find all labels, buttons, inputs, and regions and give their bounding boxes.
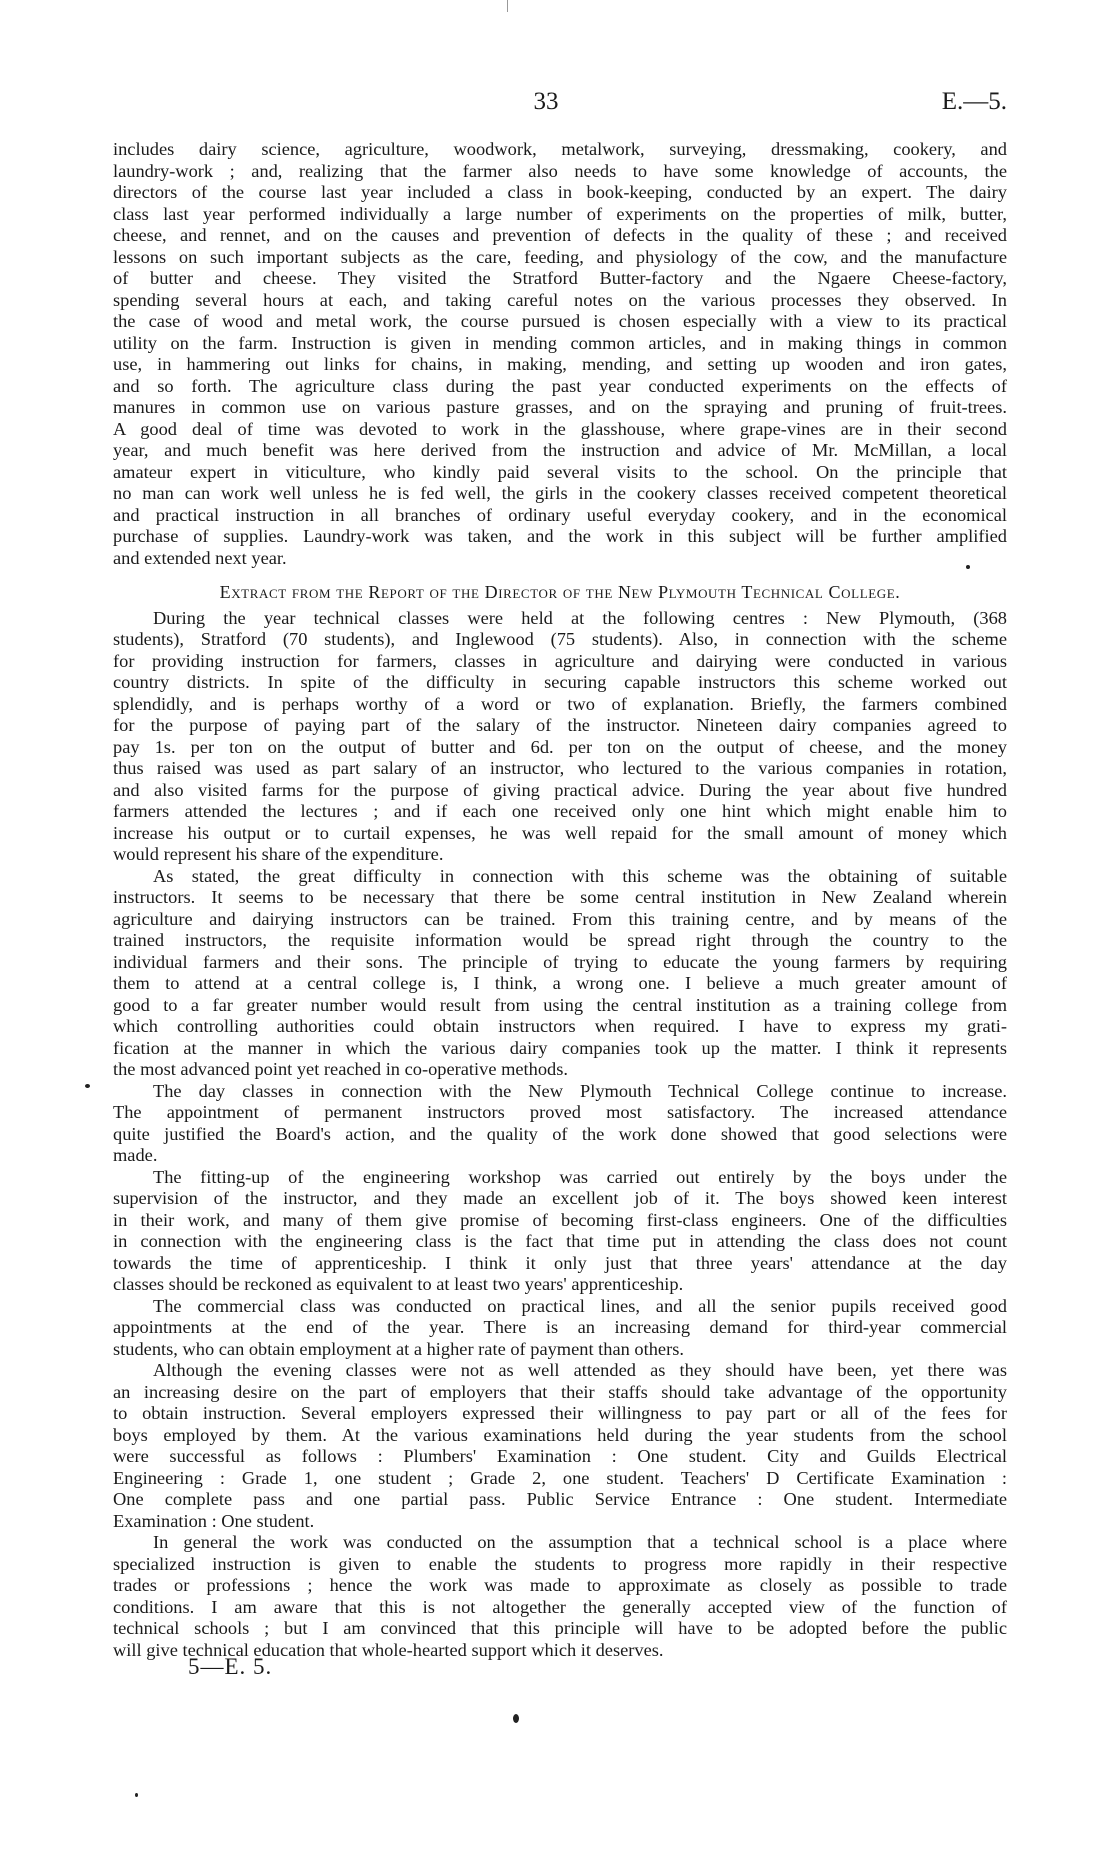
text-line: supervision of the instructor, and they made an excellent job of it. The boys showed keen interest: [113, 1188, 1007, 1208]
text-line: instructors. It seems to be necessary that there be some central institution in New Zealand wherein: [113, 887, 1007, 907]
text-line: agriculture and dairying instructors can be trained. From this training centre, and by means of the: [113, 908, 1007, 929]
text-line: were successful as follows : Plumbers' Examination : One student. City and Guilds Electrical: [113, 1446, 1007, 1466]
paragraph: [113, 608, 1007, 866]
text-line: towards the time of apprenticeship. I think it only just that three years' attendance at the day: [113, 1252, 1007, 1273]
text-line: pay 1s. per ton on the output of butter and 6d. per ton on the output of cheese, and the money: [113, 736, 1007, 757]
document-reference: E.—5.: [941, 88, 1007, 115]
text-line: and practical instruction in all branches of ordinary useful everyday cookery, and in the economical: [113, 504, 1007, 525]
text-line: laundry-work ; and, realizing that the farmer also needs to have some knowledge of accounts, the: [113, 160, 1007, 181]
text-line: includes dairy science, agriculture, woodwork, metalwork, surveying, dressmaking, cookery, and: [113, 139, 1007, 159]
text-line: individual farmers and their sons. The principle of trying to educate the young farmers by requiring: [113, 951, 1007, 972]
text-line: cheese, and rennet, and on the causes and prevention of defects in the quality of these ; and received: [113, 225, 1007, 245]
text-line: trained instructors, the requisite information would be spread right through the country to the: [113, 930, 1007, 950]
page-number: 33: [533, 88, 559, 115]
text-line: no man can work well unless he is fed well, the girls in the cookery classes received competent theoretical: [113, 483, 1007, 503]
section-heading: Extract from the Report of the Director of the New Plymouth Technical College.: [219, 582, 901, 602]
paragraph: [113, 1360, 1007, 1532]
text-line: thus raised was used as part salary of an instructor, who lectured to the various companies in rotation,: [113, 758, 1007, 778]
text-line: and extended next year.: [113, 547, 287, 568]
scan-mark: [507, 0, 508, 12]
text-line: specialized instruction is given to enable the students to progress more rapidly in their respective: [113, 1553, 1007, 1574]
text-line: trades or professions ; hence the work was made to approximate as closely as possible to trade: [113, 1575, 1007, 1595]
text-line: Engineering : Grade 1, one student ; Grade 2, one student. Teachers' D Certificate Examination :: [113, 1467, 1007, 1488]
text-line: will give technical education that whole-hearted support which it deserves.: [113, 1639, 664, 1660]
text-line: fication at the manner in which the various dairy companies took up the matter. I think it represents: [113, 1037, 1007, 1058]
text-line: The appointment of permanent instructors proved most satisfactory. The increased attendance: [113, 1102, 1007, 1122]
ink-speck: [135, 1793, 138, 1797]
text-line: appointments at the end of the year. There is an increasing demand for third-year commercial: [113, 1317, 1007, 1337]
text-line: Although the evening classes were not as well attended as they should have been, yet there was: [153, 1360, 1007, 1380]
text-line: for the purpose of paying part of the salary of the instructor. Nineteen dairy companies agreed to: [113, 715, 1007, 735]
text-line: students), Stratford (70 students), and Inglewood (75 students). Also, in connection with the scheme: [113, 629, 1007, 649]
text-line: conditions. I am aware that this is not altogether the generally accepted view of the function of: [113, 1596, 1007, 1617]
paragraph: [113, 1081, 1007, 1167]
text-line: made.: [113, 1145, 158, 1165]
text-line: them to attend at a central college is, I think, a wrong one. I believe a much greater amount of: [113, 973, 1007, 993]
text-line: quite justified the Board's action, and the quality of the work done showed that good selections were: [113, 1123, 1007, 1144]
signature-reference: 5—E. 5.: [188, 1654, 273, 1679]
text-line: use, in hammering out links for chains, in making, mending, and setting up wooden and iron gates,: [113, 354, 1007, 374]
text-line: purchase of supplies. Laundry-work was taken, and the work in this subject will be further amplified: [113, 526, 1007, 546]
text-line: year, and much benefit was here derived from the instruction and advice of Mr. McMillan, a local: [113, 440, 1007, 460]
text-line: an increasing desire on the part of employers that their staffs should take advantage of the opportunity: [113, 1381, 1007, 1402]
text-line: of butter and cheese. They visited the Stratford Butter-factory and the Ngaere Cheese-factory,: [113, 268, 1007, 288]
text-line: good to a far greater number would result from using the central institution as a training college from: [113, 994, 1007, 1015]
text-line: students, who can obtain employment at a higher rate of payment than others.: [113, 1338, 684, 1359]
text-line: classes should be reckoned as equivalent to at least two years' apprenticeship.: [113, 1274, 684, 1294]
ink-speck: [513, 1714, 519, 1723]
text-line: spending several hours at each, and taking careful notes on the various processes they observed. In: [113, 289, 1007, 310]
text-line: and so forth. The agriculture class during the past year conducted experiments on the effects of: [113, 375, 1007, 396]
text-line: in connection with the engineering class is the fact that time put in attending the class does not count: [113, 1231, 1007, 1251]
text-line: splendidly, and is perhaps worthy of a word or two of explanation. Briefly, the farmers combined: [113, 693, 1007, 714]
text-line: the most advanced point yet reached in co-operative methods.: [113, 1059, 569, 1079]
paragraph: [113, 866, 1007, 1081]
text-line: farmers attended the lectures ; and if each one received only one hint which might enable him to: [113, 801, 1007, 821]
text-line: and also visited farms for the purpose of giving practical advice. During the year about five hundred: [113, 779, 1007, 800]
text-line: amateur expert in viticulture, who kindly paid several visits to the school. On the principle that: [113, 461, 1007, 482]
text-line: The day classes in connection with the New Plymouth Technical College continue to increase.: [153, 1080, 1007, 1101]
text-line: lessons on such important subjects as the care, feeding, and physiology of the cow, and the manufacture: [113, 246, 1007, 267]
text-line: One complete pass and one partial pass. Public Service Entrance : One student. Intermediate: [113, 1489, 1007, 1509]
text-line: utility on the farm. Instruction is given in mending common articles, and in making things in common: [113, 332, 1007, 353]
paragraph: [113, 1532, 1007, 1661]
text-line: The commercial class was conducted on practical lines, and all the senior pupils received good: [153, 1295, 1007, 1316]
text-line: would represent his share of the expenditure.: [113, 844, 444, 864]
text-line: During the year technical classes were held at the following centres : New Plymouth, (368: [153, 607, 1007, 628]
text-line: The fitting-up of the engineering workshop was carried out entirely by the boys under the: [153, 1166, 1007, 1187]
text-line: to obtain instruction. Several employers expressed their willingness to pay part or all of the fees for: [113, 1403, 1007, 1423]
text-line: country districts. In spite of the difficulty in securing capable instructors this scheme worked out: [113, 672, 1007, 692]
text-line: increase his output or to curtail expenses, he was well repaid for the small amount of money which: [113, 822, 1007, 843]
text-line: the case of wood and metal work, the course pursued is chosen especially with a view to its practical: [113, 311, 1007, 331]
text-line: A good deal of time was devoted to work in the glasshouse, where grape-vines are in their second: [113, 418, 1007, 439]
text-line: In general the work was conducted on the assumption that a technical school is a place where: [153, 1532, 1007, 1552]
text-line: boys employed by them. At the various examinations held during the year students from the school: [113, 1424, 1007, 1445]
text-line: technical schools ; but I am convinced that this principle will have to be adopted before the public: [113, 1618, 1007, 1638]
text-line: directors of the course last year included a class in book-keeping, conducted by an expert. The dairy: [113, 182, 1007, 202]
ink-speck: [966, 565, 970, 569]
text-line: which controlling authorities could obtain instructors when required. I have to express my grati-: [113, 1016, 1007, 1036]
text-line: in their work, and many of them give promise of becoming first-class engineers. One of the difficulties: [113, 1209, 1007, 1230]
text-line: manures in common use on various pasture grasses, and on the spraying and pruning of fruit-trees.: [113, 397, 1007, 417]
text-line: As stated, the great difficulty in connection with this scheme was the obtaining of suitable: [153, 865, 1007, 886]
paragraph: [113, 1296, 1007, 1361]
text-line: Examination : One student.: [113, 1510, 315, 1531]
paragraph: [113, 139, 1007, 569]
text-line: class last year performed individually a large number of experiments on the properties of milk, butter,: [113, 203, 1007, 224]
text-line: for providing instruction for farmers, classes in agriculture and dairying were conducted in various: [113, 650, 1007, 671]
ink-speck: [85, 1084, 90, 1088]
paragraph: [113, 1167, 1007, 1296]
document-body: [113, 139, 1007, 1661]
